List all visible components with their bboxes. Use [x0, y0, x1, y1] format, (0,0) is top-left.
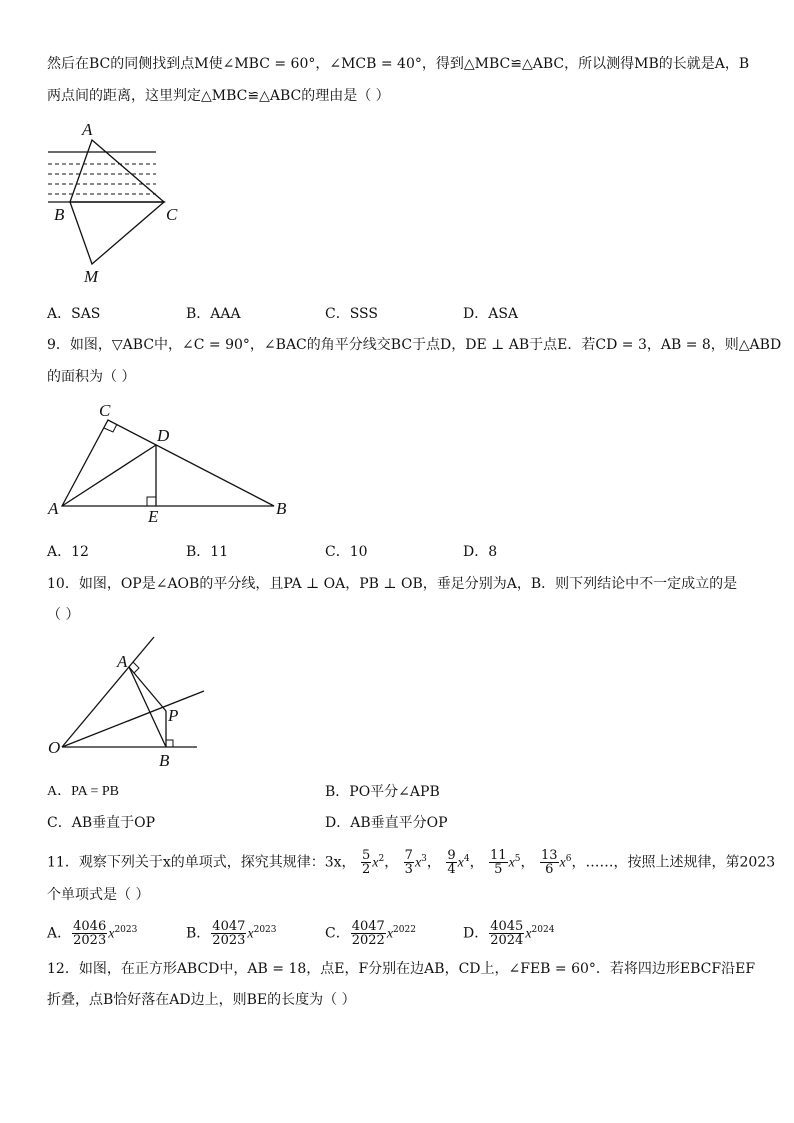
q9-label-a: A: [48, 499, 59, 518]
q9-option-c[interactable]: C．10: [325, 544, 368, 560]
q11-intro: 11．观察下列关于x的单项式，探究其规律：3x，: [47, 854, 356, 871]
q11-term-3: $\frac{9}{4}$: [447, 848, 456, 878]
q8-option-c[interactable]: C．SSS: [325, 306, 378, 322]
q9-label-e: E: [148, 507, 159, 526]
q8-option-d[interactable]: D．ASA: [463, 306, 519, 322]
q9-option-b[interactable]: B．11: [186, 544, 229, 560]
q8-label-b: B: [54, 205, 65, 224]
q11-option-b[interactable]: B． $\frac{4047}{2023}$ $x^{2023}$: [186, 919, 277, 949]
q10-option-b[interactable]: B．PO平分∠APB: [325, 784, 440, 800]
q8-label-c: C: [166, 205, 178, 224]
q11-option-d[interactable]: D． $\frac{4045}{2024}$ $x^{2024}$: [463, 919, 555, 949]
q9-option-d[interactable]: D．8: [463, 544, 498, 560]
q10-figure: [44, 634, 214, 770]
q11-tail: ，……，按照上述规律，第2023: [571, 854, 776, 871]
q11-text-line1: 11．观察下列关于x的单项式，探究其规律：3x， $\frac{5}{2}$ $x^2$， $\frac{7}{3}$ $x^3$， $\frac{9}{4}$ $x^4$， $\frac{11}{5}$ $x^5$， $\frac{13}{6}$ $x^6$，……，按照上述规律，第2023: [47, 848, 776, 878]
q9-label-c: C: [99, 401, 111, 420]
q8-label-m: M: [84, 267, 99, 286]
q11-term-5: $\frac{13}{6}$: [540, 848, 558, 878]
q9-option-a[interactable]: A．12: [47, 544, 89, 560]
q10-label-o: O: [48, 738, 61, 757]
q11-term-1: $\frac{5}{2}$: [361, 848, 371, 878]
q9-label-b: B: [276, 499, 287, 518]
q10-option-d[interactable]: D．AB垂直平分OP: [325, 815, 448, 831]
q9-text-line1: 9．如图，▽ABC中，∠C = 90°，∠BAC的角平分线交BC于点D，DE ⊥ AB于点E．若CD = 3，AB = 8，则△ABD: [47, 337, 782, 353]
q11-text-line2: 个单项式是（ ）: [47, 887, 150, 903]
q11-term-4: $\frac{11}{5}$: [490, 848, 507, 878]
q10-text-line1: 10．如图，OP是∠AOB的平分线，且PA ⊥ OA，PB ⊥ OB，垂足分别为A，B．则下列结论中不一定成立的是: [47, 576, 738, 592]
q12-text-line1: 12．如图，在正方形ABCD中，AB = 18，点E，F分别在边AB，CD上，∠FEB = 60°．若将四边形EBCF沿EF: [47, 961, 756, 977]
q8-text-line1: 然后在BC的同侧找到点M使∠MBC = 60°，∠MCB = 40°，得到△MBC≌△ABC，所以测得MB的长就是A，B: [47, 56, 750, 72]
q12-text-line2: 折叠，点B恰好落在AD边上，则BE的长度为（ ）: [47, 992, 356, 1008]
q8-label-a: A: [82, 120, 93, 139]
q8-text-line2: 两点间的距离，这里判定△MBC≌△ABC的理由是（ ）: [47, 88, 390, 104]
q8-figure: [44, 118, 194, 288]
q9-figure: [44, 398, 304, 526]
q10-label-p: P: [168, 706, 179, 725]
q10-label-a: A: [117, 652, 128, 671]
q10-option-c[interactable]: C．AB垂直于OP: [47, 815, 156, 831]
q11-term-2: $\frac{7}{3}$: [404, 848, 413, 878]
q8-option-b[interactable]: B．AAA: [186, 306, 241, 322]
q9-label-d: D: [157, 426, 170, 445]
q11-option-a[interactable]: A． $\frac{4046}{2023}$ $x^{2023}$: [47, 919, 138, 949]
q10-option-a[interactable]: A．PA = PB: [47, 784, 119, 799]
q8-option-a[interactable]: A．SAS: [47, 306, 101, 322]
q11-option-c[interactable]: C． $\frac{4047}{2022}$ $x^{2022}$: [325, 919, 416, 949]
q10-label-b: B: [159, 751, 170, 770]
q10-text-line2: （ ）: [47, 607, 80, 623]
q9-text-line2: 的面积为（ ）: [47, 369, 136, 385]
